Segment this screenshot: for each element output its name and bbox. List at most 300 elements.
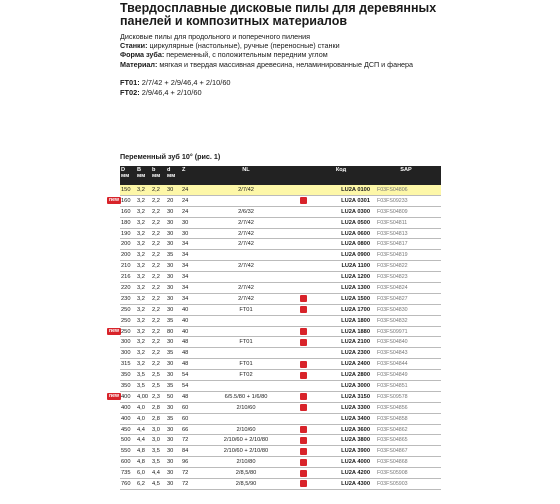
table-row	[120, 326, 441, 337]
cell-sap: F03FS04822	[371, 261, 441, 272]
cell-kod: LU2A 0300	[311, 206, 371, 217]
cell-marker	[299, 326, 311, 337]
cell-d: 450	[120, 424, 136, 435]
cell-sap: F03FS04858	[371, 413, 441, 424]
cell-d: 230	[120, 293, 136, 304]
red-marker-icon	[300, 426, 307, 433]
cell-nl	[193, 381, 299, 392]
cell-b: 6,0	[136, 468, 151, 479]
red-marker-icon	[300, 480, 307, 487]
cell-marker	[299, 283, 311, 294]
cell-d: 30	[166, 185, 181, 195]
cell-sap: F03FS09971	[371, 326, 441, 337]
cell-b: 3,2	[136, 337, 151, 348]
cell-kod: LU2A 1300	[311, 283, 371, 294]
cell-b: 3,2	[136, 359, 151, 370]
table-row	[120, 337, 441, 348]
cell-b: 2,2	[151, 337, 166, 348]
cell-b: 2,2	[151, 206, 166, 217]
table-row	[120, 381, 441, 392]
cell-nl	[193, 413, 299, 424]
cell-b: 2,2	[151, 228, 166, 239]
cell-z: 48	[181, 348, 193, 359]
cell-nl: 2/10/60 + 2/10/80	[193, 446, 299, 457]
cell-kod: LU2A 3900	[311, 446, 371, 457]
cell-d: 400	[120, 402, 136, 413]
cell-d: 30	[166, 206, 181, 217]
cell-b: 3,5	[151, 457, 166, 468]
cell-d: 300	[120, 348, 136, 359]
machines-value: циркулярные (настольные), ручные (переносные) станки	[147, 41, 340, 51]
red-marker-icon	[300, 361, 307, 368]
cell-b: 3,2	[136, 304, 151, 315]
cell-b: 4,5	[151, 479, 166, 490]
cell-b: 2,3	[151, 391, 166, 402]
cell-d: 190	[120, 228, 136, 239]
material-label: Материал:	[120, 59, 158, 69]
cell-d: 350	[120, 370, 136, 381]
cell-marker	[299, 304, 311, 315]
cell-nl	[193, 272, 299, 283]
cell-sap: F03FS04862	[371, 424, 441, 435]
cell-kod: LU2A 4000	[311, 457, 371, 468]
cell-nl	[193, 195, 299, 206]
cell-kod: LU2A 2400	[311, 359, 371, 370]
cell-nl: FT02	[193, 370, 299, 381]
table-row	[120, 250, 441, 261]
cell-kod: LU2A 0800	[311, 239, 371, 250]
cell-d: 250	[120, 304, 136, 315]
cell-b: 2,2	[151, 239, 166, 250]
cell-b: 3,2	[136, 217, 151, 228]
cell-nl: 2/7/42	[193, 283, 299, 294]
cell-z: 54	[181, 370, 193, 381]
header-z: Z	[181, 166, 193, 185]
cell-b: 3,5	[136, 381, 151, 392]
cell-b: 4,00	[136, 391, 151, 402]
ft01-line	[120, 78, 231, 88]
saw-blade-table	[120, 166, 441, 490]
cell-kod: LU2A 1500	[311, 293, 371, 304]
cell-z: 54	[181, 381, 193, 392]
cell-z: 30	[181, 228, 193, 239]
cell-marker	[299, 293, 311, 304]
table-row	[120, 468, 441, 479]
cell-d: 30	[166, 359, 181, 370]
cell-d: 30	[166, 457, 181, 468]
cell-sap: F03FS04830	[371, 304, 441, 315]
cell-sap: F03FS04806	[371, 185, 441, 195]
cell-marker	[299, 348, 311, 359]
table-row	[120, 185, 441, 195]
cell-d: 735	[120, 468, 136, 479]
table-row	[120, 228, 441, 239]
header-sap: SAP	[371, 166, 441, 185]
table-row	[120, 424, 441, 435]
cell-b: 4,4	[151, 468, 166, 479]
cell-kod: LU2A 0900	[311, 250, 371, 261]
cell-d: 760	[120, 479, 136, 490]
cell-z: 60	[181, 413, 193, 424]
cell-b: 3,2	[136, 206, 151, 217]
cell-kod: LU2A 3600	[311, 424, 371, 435]
cell-b: 2,2	[151, 250, 166, 261]
cell-sap: F03FS04856	[371, 402, 441, 413]
cell-marker	[299, 206, 311, 217]
description-block	[120, 32, 480, 69]
cell-d: 30	[166, 435, 181, 446]
cell-kod: LU2A 3300	[311, 402, 371, 413]
cell-nl: 2/10/60 + 2/10/80	[193, 435, 299, 446]
cell-z: 24	[181, 195, 193, 206]
cell-z: 34	[181, 283, 193, 294]
table-row	[120, 479, 441, 490]
cell-b: 3,2	[136, 326, 151, 337]
cell-marker	[299, 435, 311, 446]
table-row	[120, 283, 441, 294]
cell-sap: F03FS04849	[371, 370, 441, 381]
cell-nl: 2/8,5/90	[193, 479, 299, 490]
cell-b: 2,2	[151, 326, 166, 337]
cell-d: 210	[120, 261, 136, 272]
red-marker-icon	[300, 295, 307, 302]
cell-b: 2,2	[151, 283, 166, 294]
cell-marker	[299, 261, 311, 272]
cell-kod: LU2A 0301	[311, 195, 371, 206]
cell-sap: F03FS04865	[371, 435, 441, 446]
cell-sap: F03FS05908	[371, 468, 441, 479]
cell-marker	[299, 195, 311, 206]
material-line	[120, 60, 480, 69]
cell-b: 2,2	[151, 185, 166, 195]
material-value: мягкая и твердая массивная древесина, неламинированные ДСП и фанера	[157, 59, 414, 69]
cell-kod: LU2A 0500	[311, 217, 371, 228]
header-kod: Код	[311, 166, 371, 185]
cell-d: 500	[120, 435, 136, 446]
cell-d: 150	[120, 185, 136, 195]
cell-b: 3,2	[136, 283, 151, 294]
red-marker-icon	[300, 404, 307, 411]
cell-b: 3,2	[136, 272, 151, 283]
table-row	[120, 348, 441, 359]
cell-sap: F03FS05903	[371, 479, 441, 490]
cell-b: 3,0	[151, 435, 166, 446]
ft01-value: 2/7/42 + 2/9/46,4 + 2/10/60	[139, 78, 231, 87]
red-marker-icon	[300, 393, 307, 400]
cell-d: 30	[166, 217, 181, 228]
table-header-row	[120, 166, 441, 185]
table-row	[120, 446, 441, 457]
cell-d: 35	[166, 381, 181, 392]
cell-d: 35	[166, 413, 181, 424]
cell-marker	[299, 424, 311, 435]
cell-b: 2,2	[151, 293, 166, 304]
cell-d: 400	[120, 391, 136, 402]
cell-b: 4,0	[136, 413, 151, 424]
cell-nl: FT01	[193, 337, 299, 348]
cell-kod: LU2A 0100	[311, 185, 371, 195]
red-marker-icon	[300, 197, 307, 204]
cell-marker	[299, 250, 311, 261]
cell-z: 66	[181, 424, 193, 435]
cell-kod: LU2A 3800	[311, 435, 371, 446]
tooth-label: Форма зуба:	[120, 50, 165, 60]
cell-kod: LU2A 2800	[311, 370, 371, 381]
cell-sap: F03FS09233	[371, 195, 441, 206]
cell-marker	[299, 457, 311, 468]
cell-d: 30	[166, 402, 181, 413]
cell-b: 3,2	[136, 228, 151, 239]
cell-kod: LU2A 3150	[311, 391, 371, 402]
table-row	[120, 261, 441, 272]
cell-d: 30	[166, 370, 181, 381]
cell-z: 72	[181, 435, 193, 446]
cell-b: 4,8	[136, 457, 151, 468]
cell-kod: LU2A 3000	[311, 381, 371, 392]
cell-kod: LU2A 0600	[311, 228, 371, 239]
cell-d: 30	[166, 424, 181, 435]
cell-marker	[299, 239, 311, 250]
cell-z: 48	[181, 359, 193, 370]
cell-d: 35	[166, 348, 181, 359]
red-marker-icon	[300, 437, 307, 444]
cell-sap: F03FS04844	[371, 359, 441, 370]
cell-b: 2,2	[151, 359, 166, 370]
cell-kod: LU2A 3400	[311, 413, 371, 424]
cell-d: 250	[120, 315, 136, 326]
cell-b: 3,2	[136, 239, 151, 250]
cell-sap: F03FS04827	[371, 293, 441, 304]
cell-d: 30	[166, 468, 181, 479]
cell-d: 35	[166, 315, 181, 326]
table-row	[120, 402, 441, 413]
cell-b: 2,5	[151, 381, 166, 392]
cell-d: 220	[120, 283, 136, 294]
cell-b: 4,8	[136, 446, 151, 457]
cell-b: 3,2	[136, 348, 151, 359]
cell-b: 2,2	[151, 304, 166, 315]
table-row	[120, 272, 441, 283]
cell-marker	[299, 391, 311, 402]
cell-nl: 2/8,5/80	[193, 468, 299, 479]
cell-sap: F03FS09578	[371, 391, 441, 402]
cell-kod: LU2A 1700	[311, 304, 371, 315]
cell-d: 20	[166, 195, 181, 206]
cell-nl: 2/7/42	[193, 185, 299, 195]
table-row	[120, 413, 441, 424]
cell-marker	[299, 337, 311, 348]
header-nl: NL	[193, 166, 299, 185]
cell-nl: 2/7/42	[193, 293, 299, 304]
cell-z: 60	[181, 402, 193, 413]
ft02-label: FT02:	[120, 87, 140, 97]
cell-d: 30	[166, 239, 181, 250]
header-bore: d мм	[166, 166, 181, 185]
cell-z: 72	[181, 479, 193, 490]
cell-d: 30	[166, 479, 181, 490]
cell-sap: F03FS04809	[371, 206, 441, 217]
red-marker-icon	[300, 372, 307, 379]
cell-b: 3,0	[151, 424, 166, 435]
cell-kod: LU2A 1100	[311, 261, 371, 272]
cell-sap: F03FS04832	[371, 315, 441, 326]
header-b-lower: b мм	[151, 166, 166, 185]
ft-block	[120, 78, 231, 97]
red-marker-icon	[300, 459, 307, 466]
cell-d: 30	[166, 446, 181, 457]
cell-d: 30	[166, 283, 181, 294]
cell-z: 34	[181, 293, 193, 304]
cell-sap: F03FS04824	[371, 283, 441, 294]
cell-nl: 2/10/60	[193, 424, 299, 435]
table-title: Переменный зуб 10° (рис. 1)	[120, 152, 221, 161]
cell-d: 200	[120, 239, 136, 250]
cell-d: 30	[166, 272, 181, 283]
cell-d: 180	[120, 217, 136, 228]
cell-b: 3,5	[151, 446, 166, 457]
intro-text: Дисковые пилы для продольного и поперечного пиления	[120, 32, 311, 41]
table-row	[120, 195, 441, 206]
cell-b: 3,2	[136, 250, 151, 261]
cell-b: 6,2	[136, 479, 151, 490]
cell-kod: LU2A 1880	[311, 326, 371, 337]
cell-nl: FT01	[193, 359, 299, 370]
cell-d: 315	[120, 359, 136, 370]
cell-nl: 2/10/60	[193, 402, 299, 413]
cell-sap: F03FS04851	[371, 381, 441, 392]
red-marker-icon	[300, 448, 307, 455]
cell-z: 34	[181, 272, 193, 283]
new-badge: new	[108, 197, 120, 204]
cell-b: 4,4	[136, 424, 151, 435]
cell-z: 34	[181, 250, 193, 261]
cell-nl	[193, 250, 299, 261]
cell-marker	[299, 228, 311, 239]
cell-z: 34	[181, 239, 193, 250]
cell-d: 200	[120, 250, 136, 261]
cell-nl: 6/5.5/80 + 1/6/80	[193, 391, 299, 402]
cell-d: 300	[120, 337, 136, 348]
cell-z: 72	[181, 468, 193, 479]
table-row	[120, 315, 441, 326]
cell-d: 550	[120, 446, 136, 457]
cell-sap: F03FS04811	[371, 217, 441, 228]
cell-sap: F03FS04840	[371, 337, 441, 348]
cell-nl: FT01	[193, 304, 299, 315]
cell-sap: F03FS04843	[371, 348, 441, 359]
cell-d: 30	[166, 261, 181, 272]
cell-sap: F03FS04823	[371, 272, 441, 283]
cell-sap: F03FS04819	[371, 250, 441, 261]
tooth-value: переменный, с положительным передним углом	[164, 50, 328, 60]
header-d: D мм	[120, 166, 136, 185]
cell-sap: F03FS04868	[371, 457, 441, 468]
cell-sap: F03FS04813	[371, 228, 441, 239]
cell-marker	[299, 315, 311, 326]
cell-z: 48	[181, 391, 193, 402]
cell-d: 50	[166, 391, 181, 402]
cell-d: 30	[166, 337, 181, 348]
cell-z: 40	[181, 326, 193, 337]
cell-nl	[193, 315, 299, 326]
cell-b: 2,8	[151, 413, 166, 424]
cell-b: 2,2	[151, 272, 166, 283]
cell-nl	[193, 326, 299, 337]
table-row	[120, 304, 441, 315]
cell-d: 30	[166, 228, 181, 239]
table-row	[120, 435, 441, 446]
cell-d: 30	[166, 304, 181, 315]
cell-d: 80	[166, 326, 181, 337]
table-row	[120, 239, 441, 250]
cell-z: 34	[181, 261, 193, 272]
cell-marker	[299, 446, 311, 457]
cell-z: 96	[181, 457, 193, 468]
cell-b: 2,2	[151, 195, 166, 206]
cell-nl: 2/7/42	[193, 261, 299, 272]
cell-kod: LU2A 1200	[311, 272, 371, 283]
cell-kod: LU2A 4200	[311, 468, 371, 479]
red-marker-icon	[300, 306, 307, 313]
cell-b: 3,5	[136, 370, 151, 381]
cell-d: 30	[166, 293, 181, 304]
cell-b: 3,2	[136, 195, 151, 206]
header-b-upper: B мм	[136, 166, 151, 185]
machines-label: Станки:	[120, 41, 148, 51]
tooth-line	[120, 50, 480, 59]
cell-nl	[193, 348, 299, 359]
cell-b: 3,2	[136, 185, 151, 195]
cell-z: 48	[181, 337, 193, 348]
ft02-value: 2/9/46,4 + 2/10/60	[139, 87, 202, 97]
cell-z: 40	[181, 315, 193, 326]
red-marker-icon	[300, 470, 307, 477]
cell-sap: F03FS04867	[371, 446, 441, 457]
cell-nl: 2/7/42	[193, 217, 299, 228]
cell-b: 4,4	[136, 435, 151, 446]
cell-b: 2,8	[151, 402, 166, 413]
red-marker-icon	[300, 328, 307, 335]
cell-d: 350	[120, 381, 136, 392]
cell-d: 35	[166, 250, 181, 261]
cell-b: 2,2	[151, 217, 166, 228]
cell-z: 84	[181, 446, 193, 457]
cell-marker	[299, 370, 311, 381]
cell-marker	[299, 468, 311, 479]
header-marker	[299, 166, 311, 185]
cell-d: 400	[120, 413, 136, 424]
cell-nl: 2/7/42	[193, 239, 299, 250]
table-row	[120, 370, 441, 381]
cell-b: 2,2	[151, 348, 166, 359]
cell-d: 160	[120, 206, 136, 217]
cell-marker	[299, 185, 311, 195]
page-title: Твердосплавные дисковые пилы для деревянных панелей и композитных материалов	[120, 1, 437, 28]
table-row	[120, 206, 441, 217]
cell-d: 216	[120, 272, 136, 283]
cell-b: 3,2	[136, 261, 151, 272]
cell-kod: LU2A 2100	[311, 337, 371, 348]
red-marker-icon	[300, 339, 307, 346]
cell-d: 600	[120, 457, 136, 468]
table-row	[120, 293, 441, 304]
cell-marker	[299, 381, 311, 392]
cell-b: 3,2	[136, 293, 151, 304]
cell-d: 250	[120, 326, 136, 337]
cell-d: 160	[120, 195, 136, 206]
cell-b: 2,5	[151, 370, 166, 381]
cell-b: 2,2	[151, 315, 166, 326]
